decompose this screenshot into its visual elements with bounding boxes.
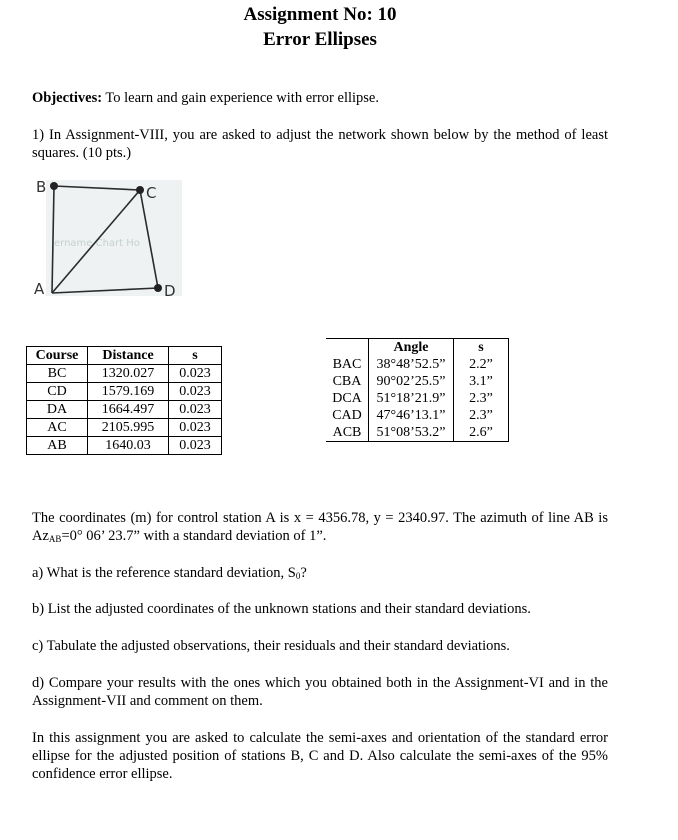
table-row <box>27 419 222 437</box>
coords-line2-sub: AB <box>48 534 62 544</box>
header-angle: Angle <box>369 339 454 357</box>
coords-line2-pre: line AB is Az <box>32 510 608 544</box>
station-b-label: B <box>36 178 47 196</box>
final-paragraph: In this assignment you are asked to calculate the semi-axes and orientation of the standard error ellipse for the adjusted position of stations B, C and D. Also calculate the semi-axes of the 95% confidence error ellipse. <box>32 730 608 782</box>
figure-faint-text: ername Chart Ho <box>54 238 140 249</box>
cell-distance: 2105.995 <box>88 419 169 437</box>
cell-angle-name: CAD <box>326 407 369 424</box>
cell-s: 2.6” <box>454 424 509 442</box>
cell-s: 0.023 <box>169 383 222 401</box>
header-s: s <box>454 339 509 357</box>
cell-s: 0.023 <box>169 365 222 383</box>
cell-s: 0.023 <box>169 419 222 437</box>
objectives <box>32 89 608 107</box>
header-course: Course <box>27 347 88 365</box>
station-a-label: A <box>34 280 45 298</box>
table-row <box>27 437 222 455</box>
station-c-label: C <box>146 184 157 202</box>
station-b-point <box>50 182 58 190</box>
cell-course: AB <box>27 437 88 455</box>
distance-table <box>26 346 222 455</box>
coords-line1: The coordinates (m) for control station A is x = 4356.78, y = 2340.97. The azimuth of <box>32 510 544 526</box>
station-c-point <box>136 186 144 194</box>
coords-line2-post: =0° 06’ 23.7” with a standard deviation of 1”. <box>61 528 327 544</box>
station-d-label: D <box>164 282 176 300</box>
cell-s: 2.2” <box>454 356 509 373</box>
qa-sub: 0 <box>295 571 301 581</box>
cell-distance: 1320.027 <box>88 365 169 383</box>
assignment-subtitle: Error Ellipses <box>263 29 377 50</box>
table-row <box>326 390 509 407</box>
station-d-point <box>154 284 162 292</box>
angle-table-header <box>326 339 509 357</box>
cell-s: 3.1” <box>454 373 509 390</box>
header-s: s <box>169 347 222 365</box>
objectives-text: To learn and gain experience with error ellipse. <box>102 90 379 106</box>
cell-angle-value: 51°08’53.2” <box>369 424 454 442</box>
cell-course: DA <box>27 401 88 419</box>
table-row <box>27 401 222 419</box>
cell-angle-value: 90°02’25.5” <box>369 373 454 390</box>
cell-s: 2.3” <box>454 407 509 424</box>
cell-distance: 1579.169 <box>88 383 169 401</box>
qa-pre: a) What is the reference standard deviation, S <box>32 565 296 581</box>
cell-angle-value: 51°18’21.9” <box>369 390 454 407</box>
cell-angle-name: BAC <box>326 356 369 373</box>
question-d: d) Compare your results with the ones which you obtained both in the Assignment-VI and in the Assignment-VII and comment on them. <box>32 675 608 709</box>
cell-distance: 1664.497 <box>88 401 169 419</box>
cell-distance: 1640.03 <box>88 437 169 455</box>
header-distance: Distance <box>88 347 169 365</box>
cell-angle-name: ACB <box>326 424 369 442</box>
cell-course: BC <box>27 365 88 383</box>
cell-course: AC <box>27 419 88 437</box>
network-figure <box>30 176 182 300</box>
table-row <box>27 365 222 383</box>
question-c: c) Tabulate the adjusted observations, their residuals and their standard deviations. <box>32 638 510 654</box>
cell-s: 0.023 <box>169 401 222 419</box>
table-row <box>326 373 509 390</box>
distance-table-header <box>27 347 222 365</box>
question-1: 1) In Assignment-VIII, you are asked to adjust the network shown below by the method of least squares. (10 pts.) <box>32 127 608 161</box>
table-row <box>326 407 509 424</box>
cell-angle-name: CBA <box>326 373 369 390</box>
question-b: b) List the adjusted coordinates of the unknown stations and their standard deviations. <box>32 601 531 617</box>
qa-post: ? <box>300 565 307 581</box>
cell-s: 0.023 <box>169 437 222 455</box>
table-row <box>27 383 222 401</box>
objectives-label: Objectives: <box>32 90 103 106</box>
cell-angle-name: DCA <box>326 390 369 407</box>
question-a <box>32 564 608 585</box>
cell-angle-value: 47°46’13.1” <box>369 407 454 424</box>
coordinates-statement <box>32 509 608 548</box>
table-row <box>326 356 509 373</box>
angle-table <box>326 338 509 442</box>
cell-angle-value: 38°48’52.5” <box>369 356 454 373</box>
cell-s: 2.3” <box>454 390 509 407</box>
header-blank <box>326 339 369 357</box>
table-row <box>326 424 509 442</box>
cell-course: CD <box>27 383 88 401</box>
assignment-title: Assignment No: 10 <box>243 4 397 25</box>
